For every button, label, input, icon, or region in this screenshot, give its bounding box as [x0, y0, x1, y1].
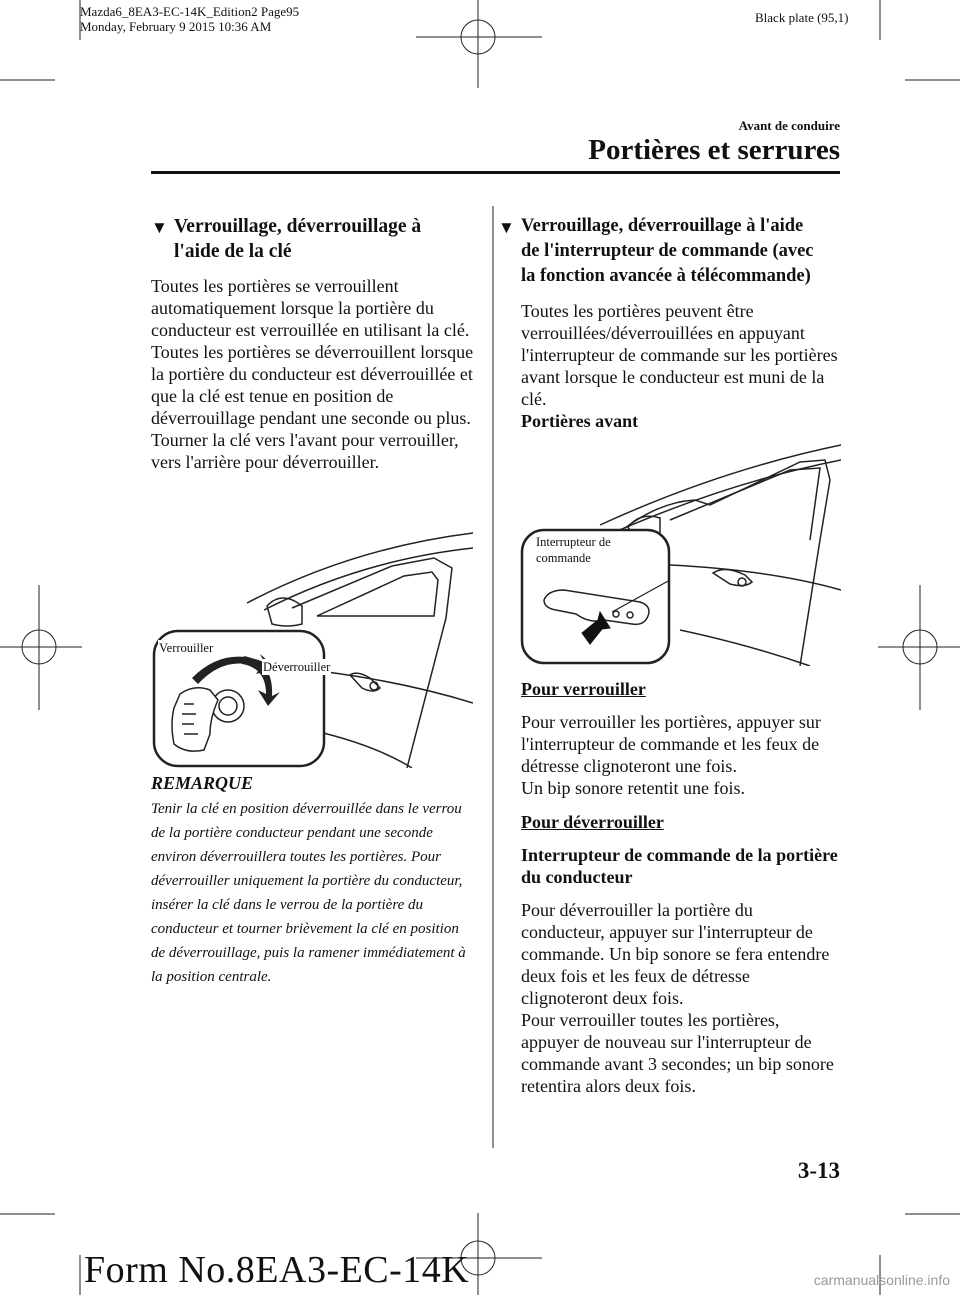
watermark: carmanualsonline.info	[813, 1272, 950, 1288]
heading-line: la fonction avancée à télécommande)	[521, 266, 811, 286]
page-title: Portières et serrures	[588, 134, 840, 166]
request-switch-figure	[520, 430, 841, 666]
note-text: Tenir la clé en position déverrouillée dans le verrou de la portière conducteur pendant une seconde environ déverrouillera toutes les portières. Pour déverrouiller uniquement la portière du conducteur, insérer la clé dans le verrou de la portière du conducteur et tourner brièvement la clé en position de déverrouillage, puis la ramener immédiatement à la position centrale.	[151, 801, 466, 985]
paragraph: Pour déverrouiller la portière du conducteur, appuyer sur l'interrupteur de commande. Un bip sonore se fera entendre deux fois et les feux de détresse clignoteront deux fois.	[521, 900, 830, 1008]
file-info-line: Mazda6_8EA3-EC-14K_Edition2 Page95	[80, 4, 300, 19]
paragraph: Tourner la clé vers l'avant pour verrouiller, vers l'arrière pour déverrouiller.	[151, 430, 459, 472]
callout-switch-label	[535, 534, 612, 566]
label-unlock: Déverrouiller	[263, 660, 331, 674]
heading-line: de l'interrupteur de commande (avec	[521, 241, 814, 261]
heading-line: l'aide de la clé	[174, 241, 292, 262]
section-heading-key	[151, 214, 476, 264]
section-heading-switch	[498, 214, 840, 289]
header-rule	[151, 171, 840, 174]
label-lock: Verrouiller	[159, 641, 214, 655]
note-title: REMARQUE	[151, 773, 254, 793]
callout-line: Interrupteur de	[536, 535, 611, 549]
subheading-front-doors: Portières avant	[521, 411, 639, 431]
heading-line: Verrouillage, déverrouillage à l'aide	[521, 216, 804, 236]
paragraph: Pour verrouiller toutes les portières, appuyer de nouveau sur l'interrupteur de commande avant 3 secondes; un bip sonore retentira alors deux fois.	[521, 1010, 834, 1096]
triangle-bullet-icon: ▼	[151, 218, 168, 237]
paragraph: Un bip sonore retentit une fois.	[521, 778, 745, 798]
unlock-heading: Pour déverrouiller	[521, 812, 664, 832]
note-block	[151, 772, 476, 989]
heading-line: Verrouillage, déverrouillage à	[174, 216, 422, 237]
right-lower-column	[521, 678, 841, 1097]
driver-switch-subheading: Interrupteur de commande de la portière du conducteur	[521, 845, 838, 887]
paragraph: Toutes les portières se déverrouillent lorsque la portière du conducteur est déverrouillée et que la clé est tenue en position de déverrouillage pendant une seconde ou plus.	[151, 342, 474, 428]
callout-line: commande	[536, 551, 591, 565]
section-label: Avant de conduire	[738, 118, 840, 133]
left-column	[151, 214, 476, 473]
plate-info: Black plate (95,1)	[755, 10, 849, 25]
triangle-bullet-icon: ▼	[498, 218, 515, 237]
form-number: Form No.8EA3-EC-14K	[84, 1249, 470, 1291]
paragraph: Pour verrouiller les portières, appuyer sur l'interrupteur de commande et les feux de détresse clignoteront une fois.	[521, 712, 821, 776]
date-info-line: Monday, February 9 2015 10:36 AM	[80, 19, 272, 34]
key-lock-figure	[152, 528, 473, 768]
paragraph: Toutes les portières se verrouillent automatiquement lorsque la portière du conducteur est verrouillée en utilisant la clé.	[151, 276, 470, 340]
page-number: 3-13	[797, 1158, 840, 1183]
lock-heading: Pour verrouiller	[521, 679, 646, 699]
right-column	[498, 214, 840, 432]
paragraph: Toutes les portières peuvent être verrouillées/déverrouillées en appuyant l'interrupteur de commande sur les portières avant lorsque le conducteur est muni de la clé.	[521, 301, 838, 409]
